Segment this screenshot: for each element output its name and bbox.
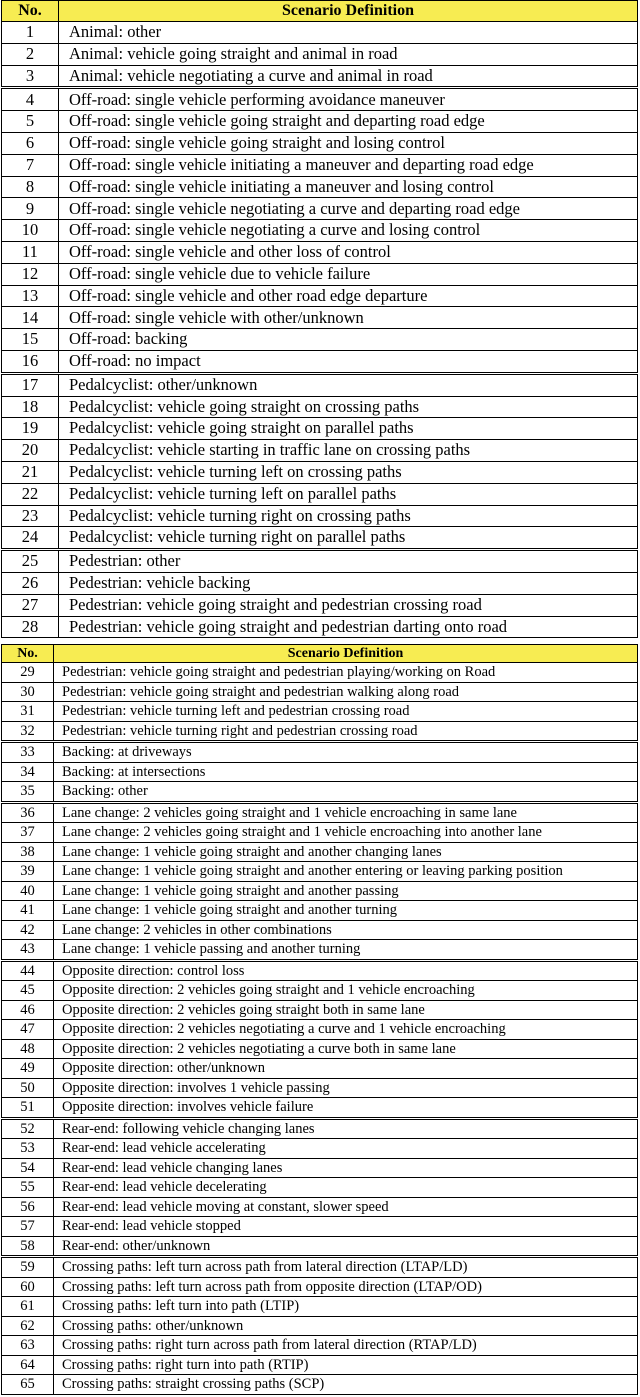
table-row (2, 702, 638, 722)
scenario-definition: Lane change: 2 vehicles going straight and 1 vehicle encroaching in same lane (54, 802, 638, 823)
scenario-definition: Rear-end: lead vehicle moving at constant, slower speed (54, 1197, 638, 1217)
table-row (2, 527, 638, 550)
scenario-definition: Pedalcyclist: vehicle turning right on crossing paths (59, 505, 638, 527)
scenario-number: 1 (2, 22, 59, 44)
scenario-number: 22 (2, 483, 59, 505)
table-row (2, 1000, 638, 1020)
scenario-number: 33 (2, 742, 54, 763)
scenario-definition: Backing: at intersections (54, 762, 638, 782)
scenario-definition: Pedalcyclist: vehicle going straight on parallel paths (59, 418, 638, 440)
scenario-definition: Crossing paths: straight crossing paths (SCP) (54, 1375, 638, 1395)
table-row (2, 176, 638, 198)
scenario-number: 26 (2, 572, 59, 594)
scenario-definition: Pedestrian: other (59, 550, 638, 573)
scenario-definition: Pedalcyclist: vehicle going straight on crossing paths (59, 396, 638, 418)
scenario-definition: Pedestrian: vehicle going straight and pedestrian playing/working on Road (54, 663, 638, 683)
table-row (2, 505, 638, 527)
scenario-number: 19 (2, 418, 59, 440)
scenario-definition: Off-road: single vehicle going straight and departing road edge (59, 111, 638, 133)
table-row (2, 22, 638, 44)
scenario-number: 17 (2, 373, 59, 396)
scenario-number: 63 (2, 1336, 54, 1356)
scenario-definition: Pedalcyclist: other/unknown (59, 373, 638, 396)
scenario-definition: Off-road: single vehicle and other road edge departure (59, 285, 638, 307)
scenario-definition: Pedalcyclist: vehicle starting in traffic lane on crossing paths (59, 440, 638, 462)
scenario-number: 35 (2, 782, 54, 803)
scenario-number: 15 (2, 329, 59, 351)
scenario-definition: Opposite direction: involves 1 vehicle passing (54, 1078, 638, 1098)
scenario-number: 20 (2, 440, 59, 462)
scenario-definition: Off-road: single vehicle initiating a maneuver and losing control (59, 176, 638, 198)
scenario-number: 9 (2, 198, 59, 220)
table-row (2, 483, 638, 505)
scenario-definition: Opposite direction: involves vehicle failure (54, 1098, 638, 1119)
scenario-number: 49 (2, 1059, 54, 1079)
table-row (2, 198, 638, 220)
table-row (2, 350, 638, 373)
header-no: No. (2, 645, 54, 663)
scenario-definition: Animal: vehicle going straight and animal in road (59, 43, 638, 65)
table-row (2, 418, 638, 440)
scenario-definition: Crossing paths: left turn across path from opposite direction (LTAP/OD) (54, 1277, 638, 1297)
table-row (2, 682, 638, 702)
table-row (2, 285, 638, 307)
scenario-definition: Animal: vehicle negotiating a curve and animal in road (59, 65, 638, 88)
scenario-number: 25 (2, 550, 59, 573)
table-header-row (2, 1, 638, 22)
scenario-definition: Off-road: no impact (59, 350, 638, 373)
table-row (2, 1277, 638, 1297)
scenario-definition: Pedestrian: vehicle turning right and pedestrian crossing road (54, 721, 638, 742)
table-row (2, 263, 638, 285)
scenario-table-1 (1, 0, 638, 638)
scenario-definition: Off-road: single vehicle due to vehicle failure (59, 263, 638, 285)
table-row (2, 920, 638, 940)
scenario-number: 44 (2, 960, 54, 981)
table-row (2, 1257, 638, 1278)
table-row (2, 220, 638, 242)
scenario-number: 16 (2, 350, 59, 373)
table-row (2, 901, 638, 921)
table-row (2, 461, 638, 483)
table-row (2, 373, 638, 396)
table-row (2, 802, 638, 823)
table-row (2, 782, 638, 803)
scenario-number: 32 (2, 721, 54, 742)
scenario-number: 42 (2, 920, 54, 940)
scenario-number: 14 (2, 307, 59, 329)
scenario-definition: Crossing paths: left turn across path from lateral direction (LTAP/LD) (54, 1257, 638, 1278)
scenario-number: 65 (2, 1375, 54, 1395)
scenario-definition: Off-road: single vehicle performing avoidance maneuver (59, 88, 638, 111)
header-scenario-definition: Scenario Definition (54, 645, 638, 663)
scenario-definition: Off-road: single vehicle initiating a maneuver and departing road edge (59, 154, 638, 176)
scenario-number: 2 (2, 43, 59, 65)
table-row (2, 241, 638, 263)
scenario-definition: Opposite direction: 2 vehicles negotiating a curve both in same lane (54, 1039, 638, 1059)
scenario-number: 62 (2, 1316, 54, 1336)
scenario-number: 43 (2, 940, 54, 961)
scenario-number: 37 (2, 823, 54, 843)
scenario-definition: Crossing paths: left turn into path (LTIP) (54, 1297, 638, 1317)
scenario-definition: Animal: other (59, 22, 638, 44)
scenario-definition: Lane change: 1 vehicle going straight and another changing lanes (54, 842, 638, 862)
scenario-number: 23 (2, 505, 59, 527)
scenario-number: 29 (2, 663, 54, 683)
scenario-number: 51 (2, 1098, 54, 1119)
scenario-number: 45 (2, 981, 54, 1001)
table-row (2, 43, 638, 65)
scenario-number: 56 (2, 1197, 54, 1217)
scenario-number: 36 (2, 802, 54, 823)
table-row (2, 1217, 638, 1237)
scenario-definition: Opposite direction: 2 vehicles negotiating a curve and 1 vehicle encroaching (54, 1020, 638, 1040)
table-row (2, 88, 638, 111)
table-row (2, 1236, 638, 1257)
scenario-number: 57 (2, 1217, 54, 1237)
table-row (2, 1336, 638, 1356)
table-row (2, 1197, 638, 1217)
scenario-definition: Off-road: single vehicle and other loss of control (59, 241, 638, 263)
scenario-number: 48 (2, 1039, 54, 1059)
table-row (2, 842, 638, 862)
scenario-definition: Lane change: 2 vehicles in other combinations (54, 920, 638, 940)
scenario-definition: Crossing paths: other/unknown (54, 1316, 638, 1336)
scenario-number: 61 (2, 1297, 54, 1317)
scenario-definition: Pedestrian: vehicle going straight and pedestrian darting onto road (59, 616, 638, 638)
scenario-number: 34 (2, 762, 54, 782)
table-row (2, 572, 638, 594)
scenario-definition: Pedestrian: vehicle going straight and pedestrian crossing road (59, 594, 638, 616)
table-row (2, 1178, 638, 1198)
table-row (2, 1375, 638, 1395)
scenario-definition: Crossing paths: right turn into path (RTIP) (54, 1355, 638, 1375)
scenario-number: 6 (2, 132, 59, 154)
scenario-definition: Rear-end: other/unknown (54, 1236, 638, 1257)
scenario-definition: Pedestrian: vehicle going straight and pedestrian walking along road (54, 682, 638, 702)
table-row (2, 1059, 638, 1079)
table-row (2, 1020, 638, 1040)
scenario-definition: Backing: at driveways (54, 742, 638, 763)
scenario-number: 27 (2, 594, 59, 616)
scenario-number: 11 (2, 241, 59, 263)
scenario-number: 12 (2, 263, 59, 285)
scenario-number: 24 (2, 527, 59, 550)
table-row (2, 1039, 638, 1059)
scenario-number: 54 (2, 1158, 54, 1178)
table-row (2, 881, 638, 901)
scenario-definition: Opposite direction: control loss (54, 960, 638, 981)
scenario-definition: Off-road: single vehicle negotiating a curve and losing control (59, 220, 638, 242)
scenario-definition: Lane change: 1 vehicle going straight and another turning (54, 901, 638, 921)
scenario-definition: Rear-end: lead vehicle decelerating (54, 1178, 638, 1198)
scenario-number: 28 (2, 616, 59, 638)
table-row (2, 762, 638, 782)
scenario-definition: Rear-end: lead vehicle changing lanes (54, 1158, 638, 1178)
scenario-number: 64 (2, 1355, 54, 1375)
scenario-number: 39 (2, 862, 54, 882)
scenario-number: 8 (2, 176, 59, 198)
table-row (2, 940, 638, 961)
scenario-number: 30 (2, 682, 54, 702)
scenario-number: 53 (2, 1139, 54, 1159)
table-row (2, 960, 638, 981)
table-row (2, 1078, 638, 1098)
scenario-number: 13 (2, 285, 59, 307)
scenario-number: 40 (2, 881, 54, 901)
table-row (2, 1355, 638, 1375)
header-scenario-definition: Scenario Definition (59, 1, 638, 22)
scenario-definition: Off-road: single vehicle negotiating a curve and departing road edge (59, 198, 638, 220)
scenario-number: 55 (2, 1178, 54, 1198)
table-row (2, 1297, 638, 1317)
table-row (2, 1118, 638, 1139)
scenario-number: 21 (2, 461, 59, 483)
table-row (2, 396, 638, 418)
table-row (2, 721, 638, 742)
scenario-definition: Pedestrian: vehicle turning left and pedestrian crossing road (54, 702, 638, 722)
table-row (2, 132, 638, 154)
table-row (2, 329, 638, 351)
table-row (2, 111, 638, 133)
scenario-number: 47 (2, 1020, 54, 1040)
scenario-number: 41 (2, 901, 54, 921)
scenario-number: 7 (2, 154, 59, 176)
header-no: No. (2, 1, 59, 22)
scenario-number: 31 (2, 702, 54, 722)
table-row (2, 1316, 638, 1336)
table-row (2, 823, 638, 843)
table-row (2, 616, 638, 638)
scenario-definition: Crossing paths: right turn across path from lateral direction (RTAP/LD) (54, 1336, 638, 1356)
table-row (2, 862, 638, 882)
table-row (2, 550, 638, 573)
scenario-definition: Opposite direction: 2 vehicles going straight and 1 vehicle encroaching (54, 981, 638, 1001)
scenario-definition: Pedestrian: vehicle backing (59, 572, 638, 594)
table-row (2, 1098, 638, 1119)
table-row (2, 154, 638, 176)
scenario-number: 5 (2, 111, 59, 133)
scenario-definition: Lane change: 1 vehicle passing and another turning (54, 940, 638, 961)
table-row (2, 1158, 638, 1178)
scenario-definition: Opposite direction: 2 vehicles going straight both in same lane (54, 1000, 638, 1020)
scenario-number: 60 (2, 1277, 54, 1297)
table-header-row (2, 645, 638, 663)
scenario-definition: Rear-end: lead vehicle stopped (54, 1217, 638, 1237)
scenario-number: 4 (2, 88, 59, 111)
table-row (2, 663, 638, 683)
table-row (2, 594, 638, 616)
table-row (2, 1139, 638, 1159)
table-row (2, 307, 638, 329)
table-row (2, 742, 638, 763)
scenario-definition: Off-road: single vehicle going straight and losing control (59, 132, 638, 154)
scenario-table-2 (1, 644, 638, 1395)
scenario-definition: Lane change: 1 vehicle going straight and another passing (54, 881, 638, 901)
scenario-definition: Lane change: 1 vehicle going straight and another entering or leaving parking position (54, 862, 638, 882)
scenario-definition: Opposite direction: other/unknown (54, 1059, 638, 1079)
table-row (2, 981, 638, 1001)
scenario-number: 50 (2, 1078, 54, 1098)
scenario-definition: Pedalcyclist: vehicle turning left on parallel paths (59, 483, 638, 505)
scenario-number: 18 (2, 396, 59, 418)
scenario-number: 46 (2, 1000, 54, 1020)
scenario-definition: Rear-end: lead vehicle accelerating (54, 1139, 638, 1159)
scenario-definition: Lane change: 2 vehicles going straight and 1 vehicle encroaching into another lane (54, 823, 638, 843)
table-row (2, 440, 638, 462)
scenario-number: 38 (2, 842, 54, 862)
scenario-definition: Off-road: backing (59, 329, 638, 351)
scenario-definition: Pedalcyclist: vehicle turning left on crossing paths (59, 461, 638, 483)
scenario-definition: Rear-end: following vehicle changing lanes (54, 1118, 638, 1139)
scenario-definition: Off-road: single vehicle with other/unknown (59, 307, 638, 329)
scenario-number: 3 (2, 65, 59, 88)
scenario-definition: Pedalcyclist: vehicle turning right on parallel paths (59, 527, 638, 550)
scenario-number: 52 (2, 1118, 54, 1139)
scenario-definition: Backing: other (54, 782, 638, 803)
scenario-number: 59 (2, 1257, 54, 1278)
scenario-number: 58 (2, 1236, 54, 1257)
scenario-number: 10 (2, 220, 59, 242)
table-row (2, 65, 638, 88)
